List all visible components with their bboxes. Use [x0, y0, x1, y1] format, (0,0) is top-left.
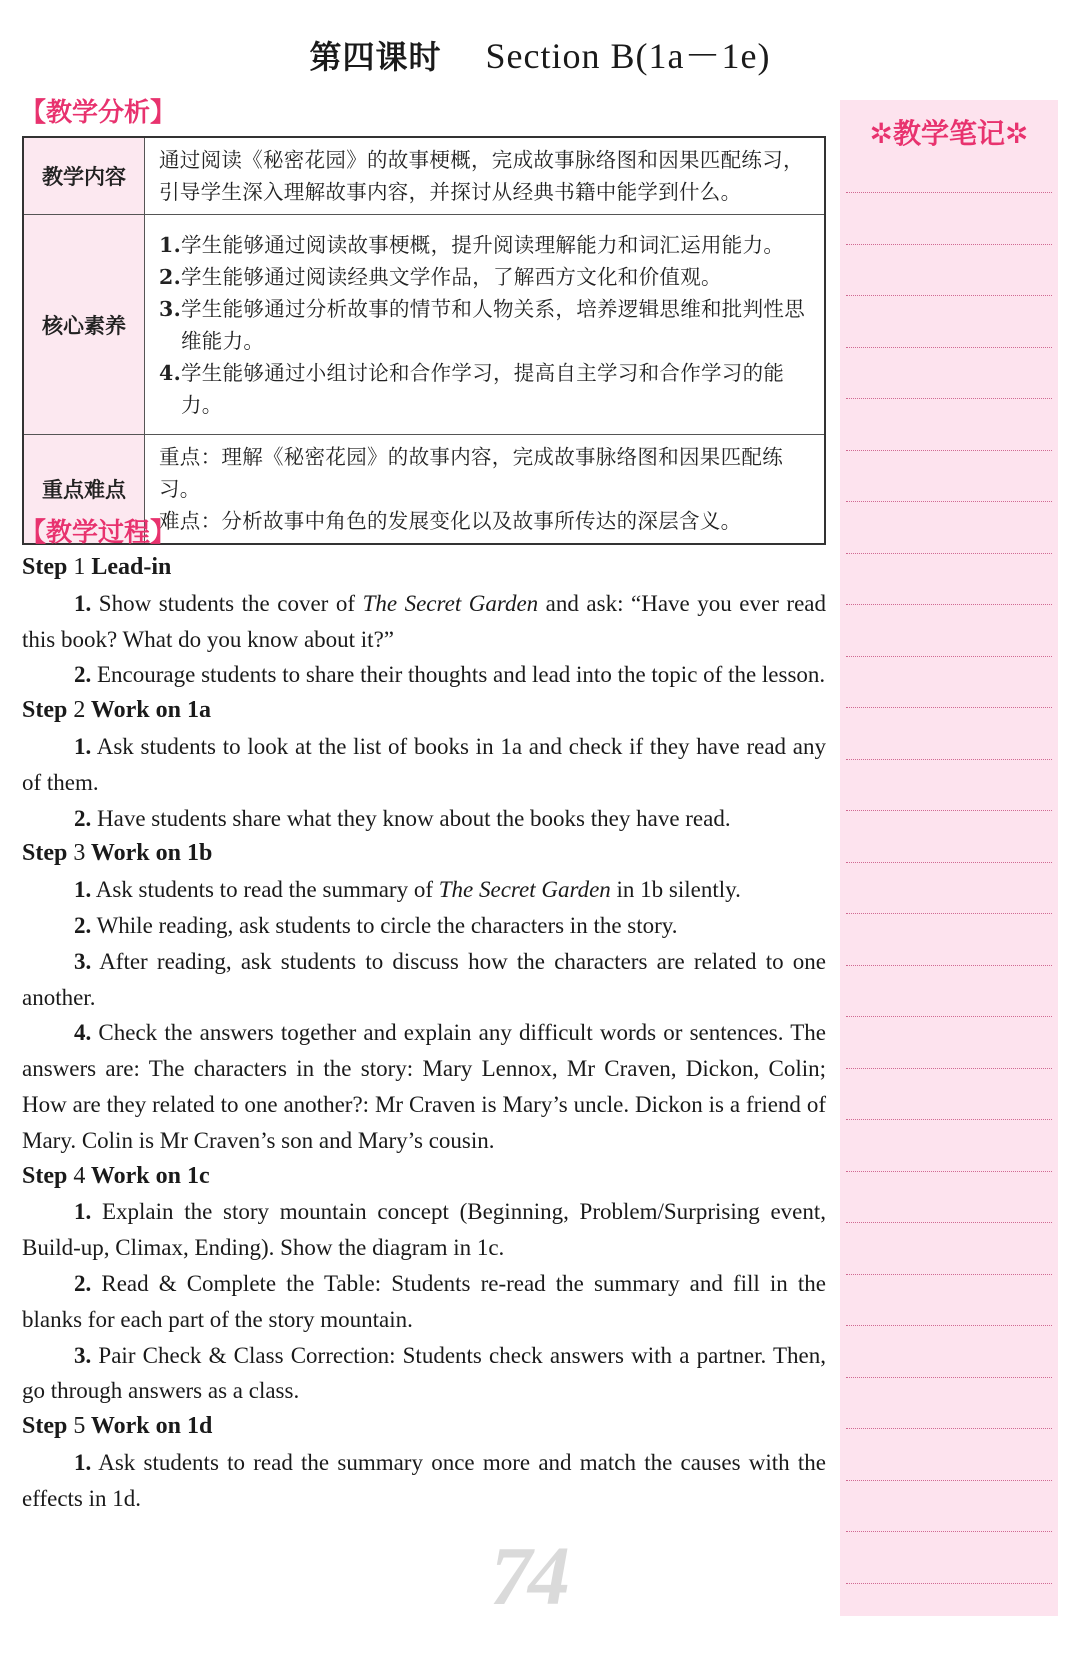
page-number: 74	[490, 1530, 566, 1623]
note-line	[846, 553, 1052, 554]
step-item: 2. Read & Complete the Table: Students re-read the summary and fill in the blanks for each part of the story mountain.	[22, 1270, 826, 1332]
note-line	[846, 810, 1052, 811]
note-line	[846, 707, 1052, 708]
step-item: 2. Encourage students to share their thoughts and lead into the topic of the lesson.	[74, 662, 826, 688]
note-line	[846, 347, 1052, 348]
core-item: 1. 学生能够通过阅读故事梗概，提升阅读理解能力和词汇运用能力。	[159, 232, 785, 257]
note-line	[846, 450, 1052, 451]
note-line	[846, 1531, 1052, 1532]
lesson-title	[0, 28, 1080, 79]
step-item: 3. After reading, ask students to discuss how the characters are related to one another.	[22, 948, 826, 1010]
step-heading: Step 2 Work on 1a	[22, 697, 211, 724]
note-line	[846, 1171, 1052, 1172]
note-line	[846, 398, 1052, 399]
note-line	[846, 192, 1052, 193]
notes-sidebar	[840, 100, 1058, 1616]
difficult-point: 难点：分析故事中角色的发展变化以及故事所传达的深层含义。	[159, 509, 742, 533]
content-text: 通过阅读《秘密花园》的故事梗概，完成故事脉络图和因果匹配练习，引导学生深入理解故事内容，并探讨从经典书籍中能学到什么。	[145, 137, 826, 215]
key-label: 重点难点	[23, 435, 145, 545]
core-list	[145, 215, 826, 435]
analysis-heading: 【教学分析】	[20, 98, 177, 128]
note-line	[846, 1119, 1052, 1120]
core-item: 3. 学生能够通过分析故事的情节和人物关系，培养逻辑思维和批判性思维能力。	[159, 296, 805, 353]
step-item: 1. Ask students to read the summary of The Secret Garden in 1b silently.	[74, 877, 741, 903]
note-line	[846, 244, 1052, 245]
step-heading: Step 3 Work on 1b	[22, 840, 213, 867]
note-line	[846, 913, 1052, 914]
note-line	[846, 604, 1052, 605]
step-heading: Step 5 Work on 1d	[22, 1413, 213, 1440]
note-line	[846, 295, 1052, 296]
content-label: 教学内容	[23, 137, 145, 215]
step-item: 4. Check the answers together and explain any difficult words or sentences. The answers are: The characters in the story: Mary Lennox, Mr Craven, Dickon, Colin; How are they related to one another?: Mr Craven is Mary’s uncle. Dickon is a friend of Mary. Colin is Mr Craven’s son and Mary’s cousin.	[22, 1020, 826, 1153]
step-item: 3. Pair Check & Class Correction: Students check answers with a partner. Then, go through answers as a class.	[22, 1342, 826, 1404]
note-line	[846, 1222, 1052, 1223]
note-line	[846, 965, 1052, 966]
note-line	[846, 1583, 1052, 1584]
note-line	[846, 759, 1052, 760]
note-line	[846, 862, 1052, 863]
note-line	[846, 1016, 1052, 1017]
note-line	[846, 1377, 1052, 1378]
notes-heading: ✲教学笔记✲	[869, 117, 1029, 150]
step-item: 1. Ask students to read the summary once more and match the causes with the effects in 1d.	[22, 1449, 826, 1511]
step-item: 1. Ask students to look at the list of books in 1a and check if they have read any of them.	[22, 733, 826, 795]
analysis-table	[22, 136, 826, 545]
step-item: 2. Have students share what they know about the books they have read.	[74, 805, 731, 831]
core-item: 2. 学生能够通过阅读经典文学作品，了解西方文化和价值观。	[159, 264, 722, 289]
lesson-title-cn: 第四课时	[309, 38, 442, 76]
key-point: 重点：理解《秘密花园》的故事内容，完成故事脉络图和因果匹配练习。	[159, 445, 783, 501]
lesson-title-en: Section B(1a－1e)	[485, 36, 771, 76]
note-line	[846, 501, 1052, 502]
core-label: 核心素养	[23, 215, 145, 435]
note-line	[846, 1068, 1052, 1069]
key-points	[145, 435, 826, 545]
teaching-process	[22, 550, 826, 1517]
note-line	[846, 1274, 1052, 1275]
step-heading: Step 4 Work on 1c	[22, 1162, 210, 1189]
note-line	[846, 1325, 1052, 1326]
core-item: 4. 学生能够通过小组讨论和合作学习，提高自主学习和合作学习的能力。	[159, 360, 785, 417]
note-line	[846, 1480, 1052, 1481]
step-heading: Step 1 Lead-in	[22, 554, 172, 580]
process-heading: 【教学过程】	[20, 518, 177, 548]
step-item: 1. Explain the story mountain concept (Beginning, Problem/Surprising event, Build-up, Climax, Ending). Show the diagram in 1c.	[22, 1199, 826, 1261]
note-line	[846, 656, 1052, 657]
step-item: 2. While reading, ask students to circle the characters in the story.	[74, 912, 678, 938]
note-line	[846, 1428, 1052, 1429]
step-item: 1. Show students the cover of The Secret Garden and ask: “Have you ever read this book? What do you know about it?”	[22, 590, 826, 652]
